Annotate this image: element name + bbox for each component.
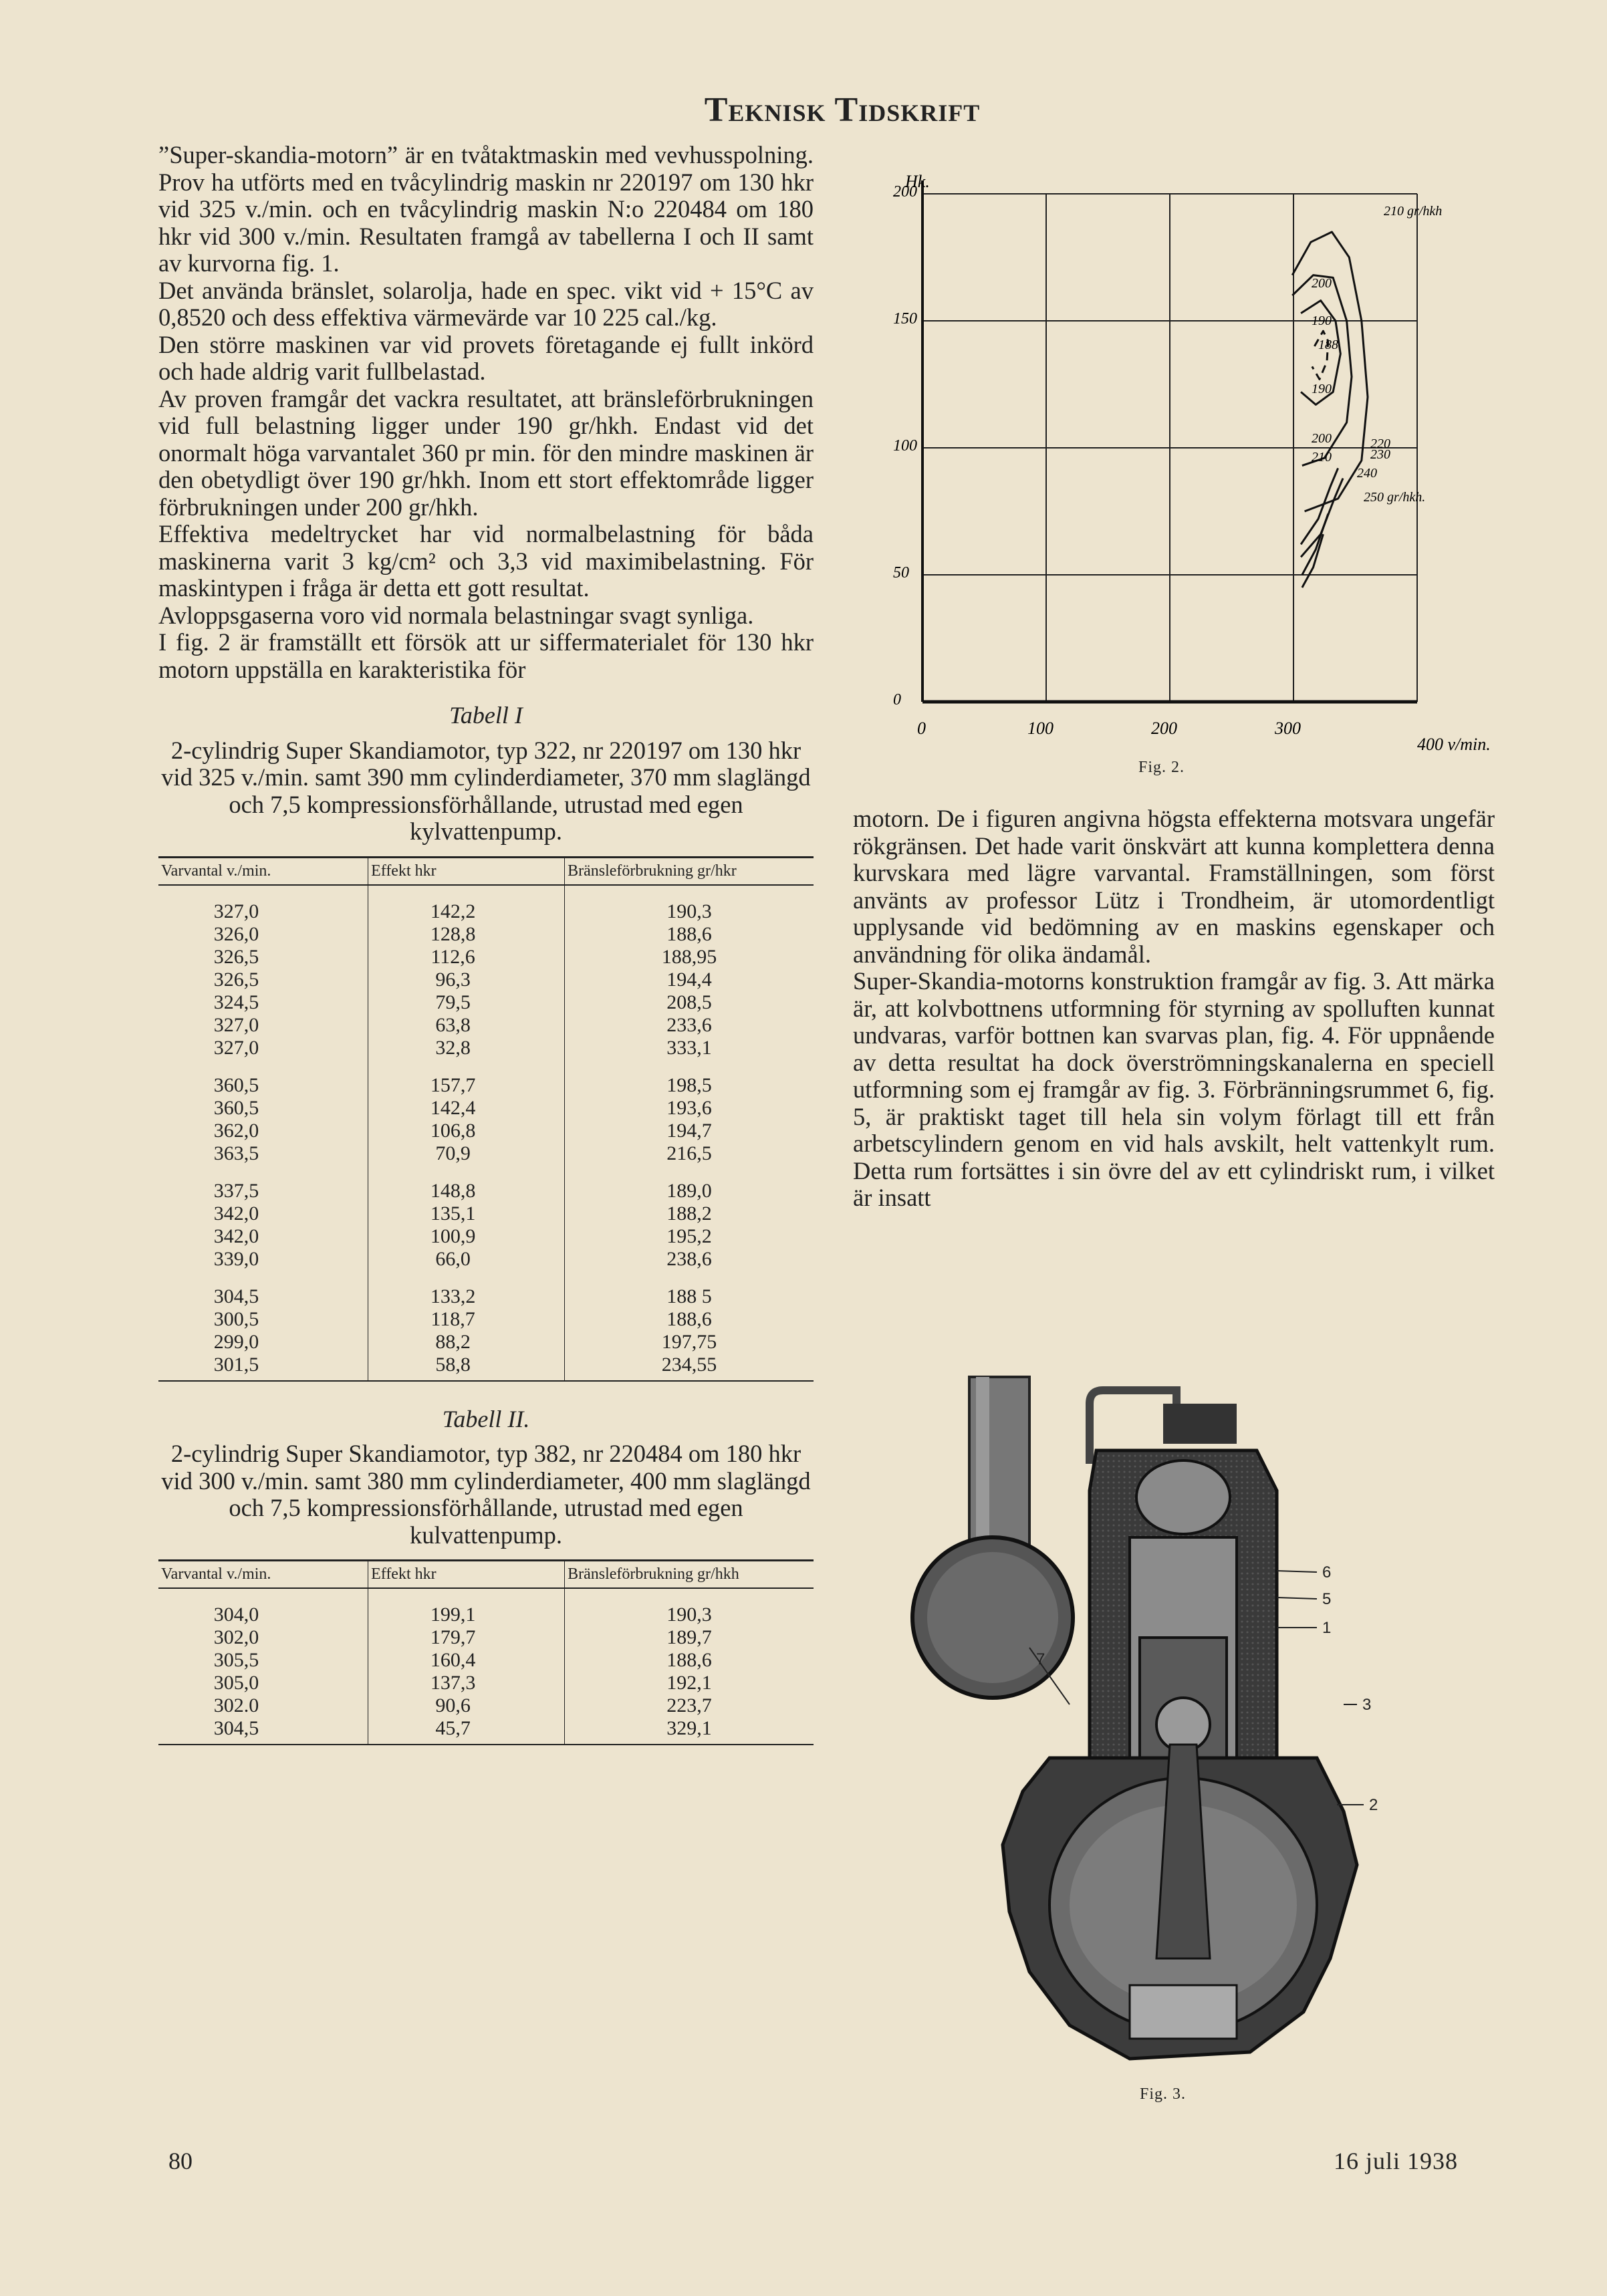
fig2-chart: [893, 167, 1491, 762]
table-cell: 199,1: [368, 1604, 565, 1626]
paragraph: motorn. De i figuren angivna högsta effekterna motsvara ungefär rökgränsen. Det hade varit önskvärt att kunna komplettera denna kurvskara med lägre varvantal. Framställningen, som först använts av professor Lütz i Trondheim, är utomordentligt upplysande vid bedömning av en maskins egenskaper och användning för olika ändamål.: [853, 805, 1495, 968]
table-cell: 223,7: [565, 1694, 814, 1717]
table-row: [158, 1225, 814, 1248]
table-cell: 324,5: [213, 991, 259, 1013]
table-cell: 339,0: [213, 1247, 259, 1270]
curve-label: 230: [1370, 447, 1390, 462]
curve-label: 200: [1312, 276, 1332, 291]
callout-label: 1: [1322, 1619, 1332, 1637]
table-cell: 327,0: [213, 900, 259, 922]
table-row: [158, 1604, 814, 1626]
curve-label: 190: [1312, 313, 1332, 328]
table-header: Varvantal v./min.: [158, 857, 368, 885]
fig3-caption: Fig. 3.: [1140, 2085, 1187, 2103]
table-cell: 327,0: [213, 1013, 259, 1036]
group-spacer: [158, 1271, 814, 1285]
table-row: [158, 1285, 814, 1308]
table-cell: 234,55: [565, 1354, 814, 1376]
table-row: [158, 1626, 814, 1649]
table-row: [158, 1354, 814, 1376]
y-tick-label: 0: [893, 691, 901, 709]
table-cell: 302,0: [213, 1626, 259, 1648]
table-cell: 216,5: [565, 1142, 814, 1165]
table-row: [158, 1248, 814, 1271]
table-header: Effekt hkr: [368, 857, 565, 885]
table-cell: 233,6: [565, 1014, 814, 1037]
table-cell: 157,7: [368, 1074, 565, 1097]
curve-label: 200: [1312, 431, 1332, 446]
callout-label: 3: [1362, 1696, 1372, 1714]
table-cell: 188,2: [565, 1202, 814, 1225]
table-cell: 88,2: [368, 1331, 565, 1354]
table-row: [158, 1331, 814, 1354]
table-cell: 195,2: [565, 1225, 814, 1248]
table-cell: 135,1: [368, 1202, 565, 1225]
table-cell: 342,0: [213, 1225, 259, 1247]
table-cell: 342,0: [213, 1202, 259, 1225]
table-cell: 305,5: [213, 1649, 259, 1671]
y-tick-label: 50: [893, 564, 909, 582]
table-cell: 302.0: [213, 1694, 259, 1716]
table-cell: 197,75: [565, 1331, 814, 1354]
table-header: Effekt hkr: [368, 1561, 565, 1589]
table1: [158, 856, 814, 1382]
table-row: [158, 1308, 814, 1331]
table-row: [158, 1014, 814, 1037]
curve-label: 220: [1370, 436, 1390, 451]
x-tick-label: 300: [1275, 719, 1301, 738]
table-end: [158, 1740, 814, 1745]
table-row: [158, 900, 814, 923]
table-cell: 360,5: [213, 1073, 259, 1096]
callout-label: 7: [1036, 1650, 1045, 1668]
x-tick-label: 200: [1151, 719, 1177, 738]
table-row: [158, 946, 814, 969]
table-cell: 304,5: [213, 1717, 259, 1739]
table-row: [158, 1649, 814, 1672]
table-cell: 45,7: [368, 1717, 565, 1740]
table-header: Bränsleförbrukning gr/hkr: [565, 857, 814, 885]
table-cell: 333,1: [565, 1037, 814, 1059]
table-row: [158, 969, 814, 991]
callout-label: 6: [1322, 1563, 1332, 1581]
table-row: [158, 1120, 814, 1142]
table-cell: 63,8: [368, 1014, 565, 1037]
table2: [158, 1559, 814, 1745]
group-spacer: [158, 1165, 814, 1180]
table-cell: 363,5: [213, 1142, 259, 1164]
paragraph: ”Super-skandia-motorn” är en tvåtaktmaskin med vevhusspolning. Prov ha utförts med en tvåcylindrig maskin nr 220197 om 130 hkr vid 325 v./min. och en tvåcylindrig maskin N:o 220484 om 180 hkr vid 300 v./min. Resultaten framgå av tabellerna I och II samt av kurvorna fig. 1.: [158, 141, 814, 277]
table-cell: 32,8: [368, 1037, 565, 1059]
paragraph: Den större maskinen var vid provets företagande ej fullt inkörd och hade aldrig varit fullbelastad.: [158, 330, 814, 385]
table-cell: 326,5: [213, 968, 259, 991]
table-cell: 238,6: [565, 1248, 814, 1271]
crank-counterweight: [1130, 1985, 1237, 2039]
table-cell: 193,6: [565, 1097, 814, 1120]
paragraph: Super-Skandia-motorns konstruktion framgår av fig. 3. Att märka är, att kolvbottnens utformning för styrning av spolluften kunnat undvaras, varför bottnen kan svarvas plan, fig. 4. För uppnående av detta resultat ha dock överströmningskanalerna en speciell utformning som ej framgår av fig. 3. Förbränningsrummet 6, fig. 5, är praktiskt taget till hela sin volym förlagt till ett från arbetscylindern genom en vid hals avskilt, helt vattenkylt rum. Detta rum fortsättes i sin övre del av ett cylindriskt rum, i vilket är insatt: [853, 967, 1495, 1211]
table-header: Bränsleförbrukning gr/hkh: [565, 1561, 814, 1589]
curve-label: 190: [1312, 382, 1332, 396]
table-row: [158, 1180, 814, 1202]
table-cell: 188,95: [565, 946, 814, 969]
table-cell: 326,0: [213, 922, 259, 945]
y-tick-label: 200: [893, 183, 917, 201]
table-cell: 194,7: [565, 1120, 814, 1142]
table-row: [158, 1717, 814, 1740]
table-row: [158, 1202, 814, 1225]
table-cell: 327,0: [213, 1036, 259, 1059]
table1-description: 2-cylindrig Super Skandiamotor, typ 322, nr 220197 om 130 hkr vid 325 v./min. samt 390 mm cylinderdiameter, 370 mm slaglängd och 7,5 kompressionsförhållande, utrustad med egen kylvattenpump.: [161, 736, 811, 845]
table-cell: 337,5: [213, 1179, 259, 1202]
table-header: Varvantal v./min.: [158, 1561, 368, 1589]
curve-label: 250 gr/hkh.: [1364, 490, 1426, 505]
table-cell: 301,5: [213, 1353, 259, 1376]
table-cell: 133,2: [368, 1285, 565, 1308]
table-cell: 96,3: [368, 969, 565, 991]
table-row: [158, 923, 814, 946]
table2-title: Tabell II.: [442, 1405, 530, 1432]
right-column: [853, 805, 1495, 1212]
table-cell: 188,6: [565, 923, 814, 946]
curve-label: 210: [1312, 450, 1332, 465]
table-end: [158, 1376, 814, 1381]
table-cell: 362,0: [213, 1119, 259, 1142]
group-spacer: [158, 1059, 814, 1074]
callout-label: 2: [1369, 1796, 1378, 1814]
table-cell: 142,4: [368, 1097, 565, 1120]
table-cell: 329,1: [565, 1717, 814, 1740]
table-cell: 188 5: [565, 1285, 814, 1308]
leader-line: [1277, 1598, 1317, 1599]
y-tick-label: 150: [893, 310, 917, 328]
table-cell: 189,0: [565, 1180, 814, 1202]
group-spacer: [158, 885, 814, 900]
left-column: [158, 142, 814, 1745]
table-cell: 188,6: [565, 1649, 814, 1672]
x-tick-label: 100: [1027, 719, 1054, 738]
table-cell: 118,7: [368, 1308, 565, 1331]
table-row: [158, 1097, 814, 1120]
table-cell: 70,9: [368, 1142, 565, 1165]
table-row: [158, 1672, 814, 1694]
table-cell: 128,8: [368, 923, 565, 946]
table-cell: 190,3: [565, 1604, 814, 1626]
table-cell: 304,5: [213, 1285, 259, 1307]
fig2-caption: Fig. 2.: [1138, 759, 1185, 776]
table-cell: 305,0: [213, 1672, 259, 1694]
curve-line: [1301, 479, 1343, 557]
table-cell: 66,0: [368, 1248, 565, 1271]
paragraph: Avloppsgaserna voro vid normala belastningar svagt synliga.: [158, 601, 754, 629]
table-cell: 326,5: [213, 945, 259, 968]
table-cell: 188,6: [565, 1308, 814, 1331]
table-cell: 58,8: [368, 1354, 565, 1376]
table-cell: 360,5: [213, 1096, 259, 1119]
y-unit-label: Hk.: [905, 172, 930, 191]
page-number: 80: [168, 2148, 193, 2174]
table-cell: 194,4: [565, 969, 814, 991]
table-cell: 160,4: [368, 1649, 565, 1672]
table-row: [158, 1074, 814, 1097]
table-cell: 189,7: [565, 1626, 814, 1649]
table-cell: 79,5: [368, 991, 565, 1014]
curve-label: 240: [1357, 466, 1377, 481]
piston-pin: [1156, 1698, 1210, 1751]
table1-title: Tabell I: [449, 702, 523, 729]
callout-label: 5: [1322, 1590, 1332, 1608]
curve-label: 210 gr/hkh: [1384, 204, 1443, 219]
journal-title: Teknisk Tidskrift: [704, 91, 981, 129]
table-row: [158, 1037, 814, 1059]
x-tick-label: 0: [917, 719, 926, 738]
table-cell: 90,6: [368, 1694, 565, 1717]
table-cell: 112,6: [368, 946, 565, 969]
table2-description: 2-cylindrig Super Skandiamotor, typ 382, nr 220484 om 180 hkr vid 300 v./min. samt 380 mm cylinderdiameter, 400 mm slaglängd och 7,5 kompressionsförhållande, utrustad med egen kulvattenpump.: [161, 1440, 811, 1549]
y-tick-label: 100: [893, 437, 917, 455]
table-cell: 304,0: [213, 1604, 259, 1626]
issue-date: 16 juli 1938: [1334, 2148, 1459, 2174]
paragraph: I fig. 2 är framställt ett försök att ur siffermaterialet för 130 hkr motorn uppställa en karakteristika för: [158, 628, 814, 683]
table-cell: 192,1: [565, 1672, 814, 1694]
paragraph: Av proven framgår det vackra resultatet, att bränsleförbrukningen vid full belastning ligger under 190 gr/hkh. Endast vid det onormalt höga varvantalet 360 pr min. för den mindre maskinen är den obetydligt över 190 gr/hkh. Inom ett stort effektområde ligger förbrukningen under 200 gr/hkh.: [158, 384, 814, 521]
table-cell: 142,2: [368, 900, 565, 923]
fig3-engine-cross-section: [876, 1357, 1417, 2092]
table-cell: 300,5: [213, 1307, 259, 1330]
paragraph: Effektiva medeltrycket har vid normalbelastning för båda maskinerna varit 3 kg/cm² och 3,3 vid maximibelastning. För maskintypen i fråga är detta ett gott resultat.: [158, 520, 814, 602]
group-spacer: [158, 1588, 814, 1604]
table-cell: 148,8: [368, 1180, 565, 1202]
table-cell: 106,8: [368, 1120, 565, 1142]
table-cell: 179,7: [368, 1626, 565, 1649]
leader-line: [1277, 1571, 1317, 1572]
curve-label: 188: [1318, 338, 1338, 352]
table-cell: 198,5: [565, 1074, 814, 1097]
table-cell: 208,5: [565, 991, 814, 1014]
combustion-chamber: [1136, 1460, 1230, 1534]
table-cell: 190,3: [565, 900, 814, 923]
table-row: [158, 991, 814, 1014]
paragraph: Det använda bränslet, solarolja, hade en spec. vikt vid + 15°C av 0,8520 och dess effektiva värmevärde var 10 225 cal./kg.: [158, 276, 814, 331]
table-cell: 137,3: [368, 1672, 565, 1694]
fuel-valve: [1163, 1404, 1237, 1444]
table-row: [158, 1142, 814, 1165]
table-cell: 100,9: [368, 1225, 565, 1248]
table-cell: 299,0: [213, 1330, 259, 1353]
table-row: [158, 1694, 814, 1717]
x-unit-label: 400 v/min.: [1417, 735, 1491, 754]
